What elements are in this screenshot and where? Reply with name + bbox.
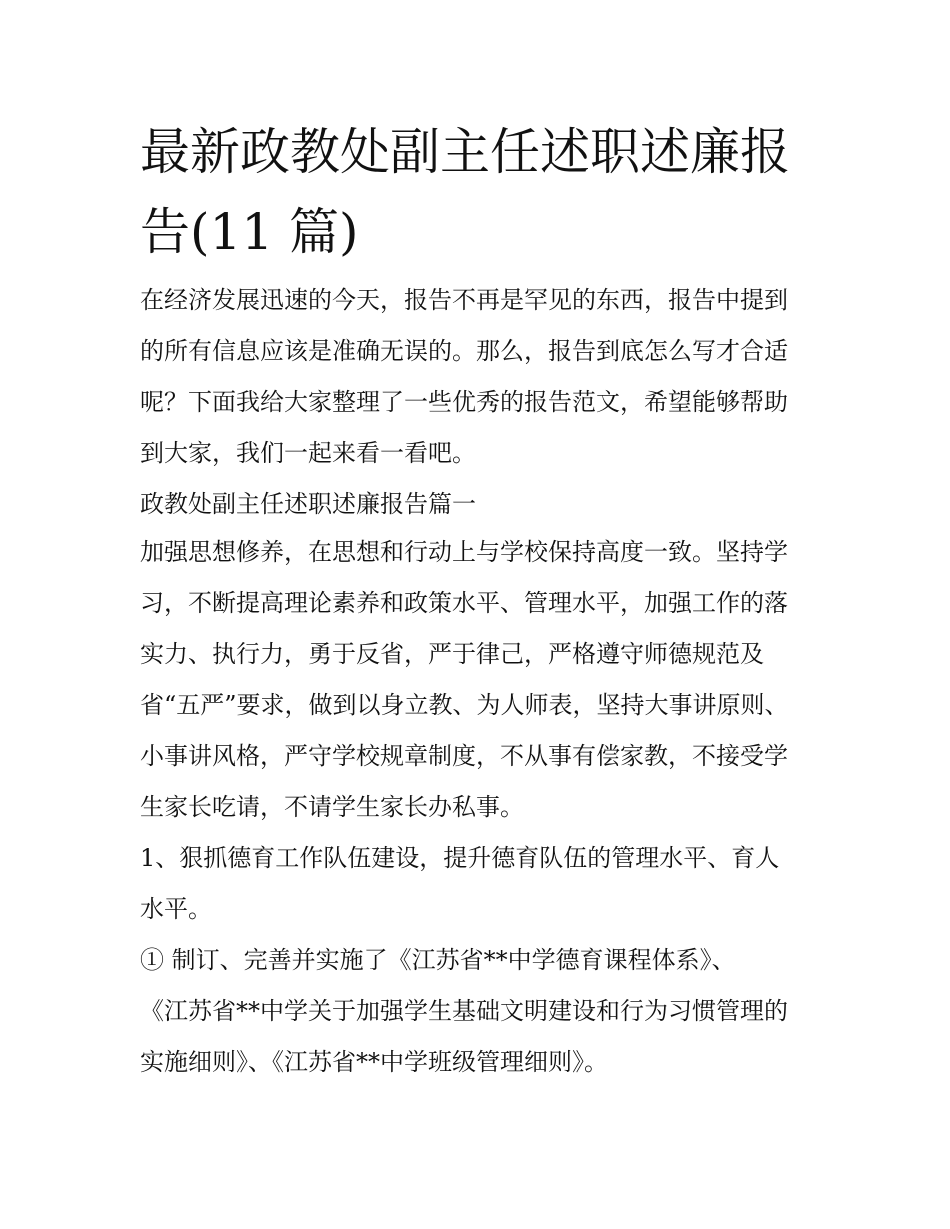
paragraph-1 <box>140 527 820 833</box>
title-line-2: 告(11 篇) <box>140 203 359 261</box>
list-item-1-line-2: 水平。 <box>140 895 212 923</box>
sub-item-1 <box>140 935 820 1088</box>
sub-item-1-line-3: 实施细则》、《江苏省**中学班级管理细则》。 <box>140 1048 608 1076</box>
list-item-1-line-1: 1、狠抓德育工作队伍建设，提升德育队伍的管理水平、育人 <box>140 844 780 872</box>
paragraph-1-line-3: 实力、执行力，勇于反省，严于律己，严格遵守师德规范及 <box>140 640 764 668</box>
paragraph-1-line-5: 小事讲风格，严守学校规章制度，不从事有偿家教，不接受学 <box>140 742 788 770</box>
intro-line-1: 在经济发展迅速的今天，报告不再是罕见的东西，报告中提到 <box>140 286 788 314</box>
section-heading-text: 政教处副主任述职述廉报告篇一 <box>140 490 476 518</box>
intro-line-3: 呢？下面我给大家整理了一些优秀的报告范文，希望能够帮助 <box>140 388 788 416</box>
paragraph-1-line-2: 习，不断提高理论素养和政策水平、管理水平，加强工作的落 <box>140 589 788 617</box>
document-title <box>140 112 820 272</box>
sub-item-1-line-2: 《江苏省**中学关于加强学生基础文明建设和行为习惯管理的 <box>140 997 788 1025</box>
list-item-1 <box>140 833 820 935</box>
section-heading <box>140 479 820 530</box>
sub-item-1-line-1: ① 制订、完善并实施了《江苏省**中学德育课程体系》、 <box>140 946 736 974</box>
intro-line-4: 到大家，我们一起来看一看吧。 <box>140 439 476 467</box>
intro-paragraph <box>140 275 820 479</box>
paragraph-1-line-4: 省“五严”要求，做到以身立教、为人师表，坚持大事讲原则、 <box>140 691 789 719</box>
paragraph-1-line-1: 加强思想修养，在思想和行动上与学校保持高度一致。坚持学 <box>140 538 788 566</box>
title-line-1: 最新政教处副主任述职述廉报 <box>140 123 790 181</box>
intro-line-2: 的所有信息应该是准确无误的。那么，报告到底怎么写才合适 <box>140 337 788 365</box>
paragraph-1-line-6: 生家长吃请，不请学生家长办私事。 <box>140 793 524 821</box>
